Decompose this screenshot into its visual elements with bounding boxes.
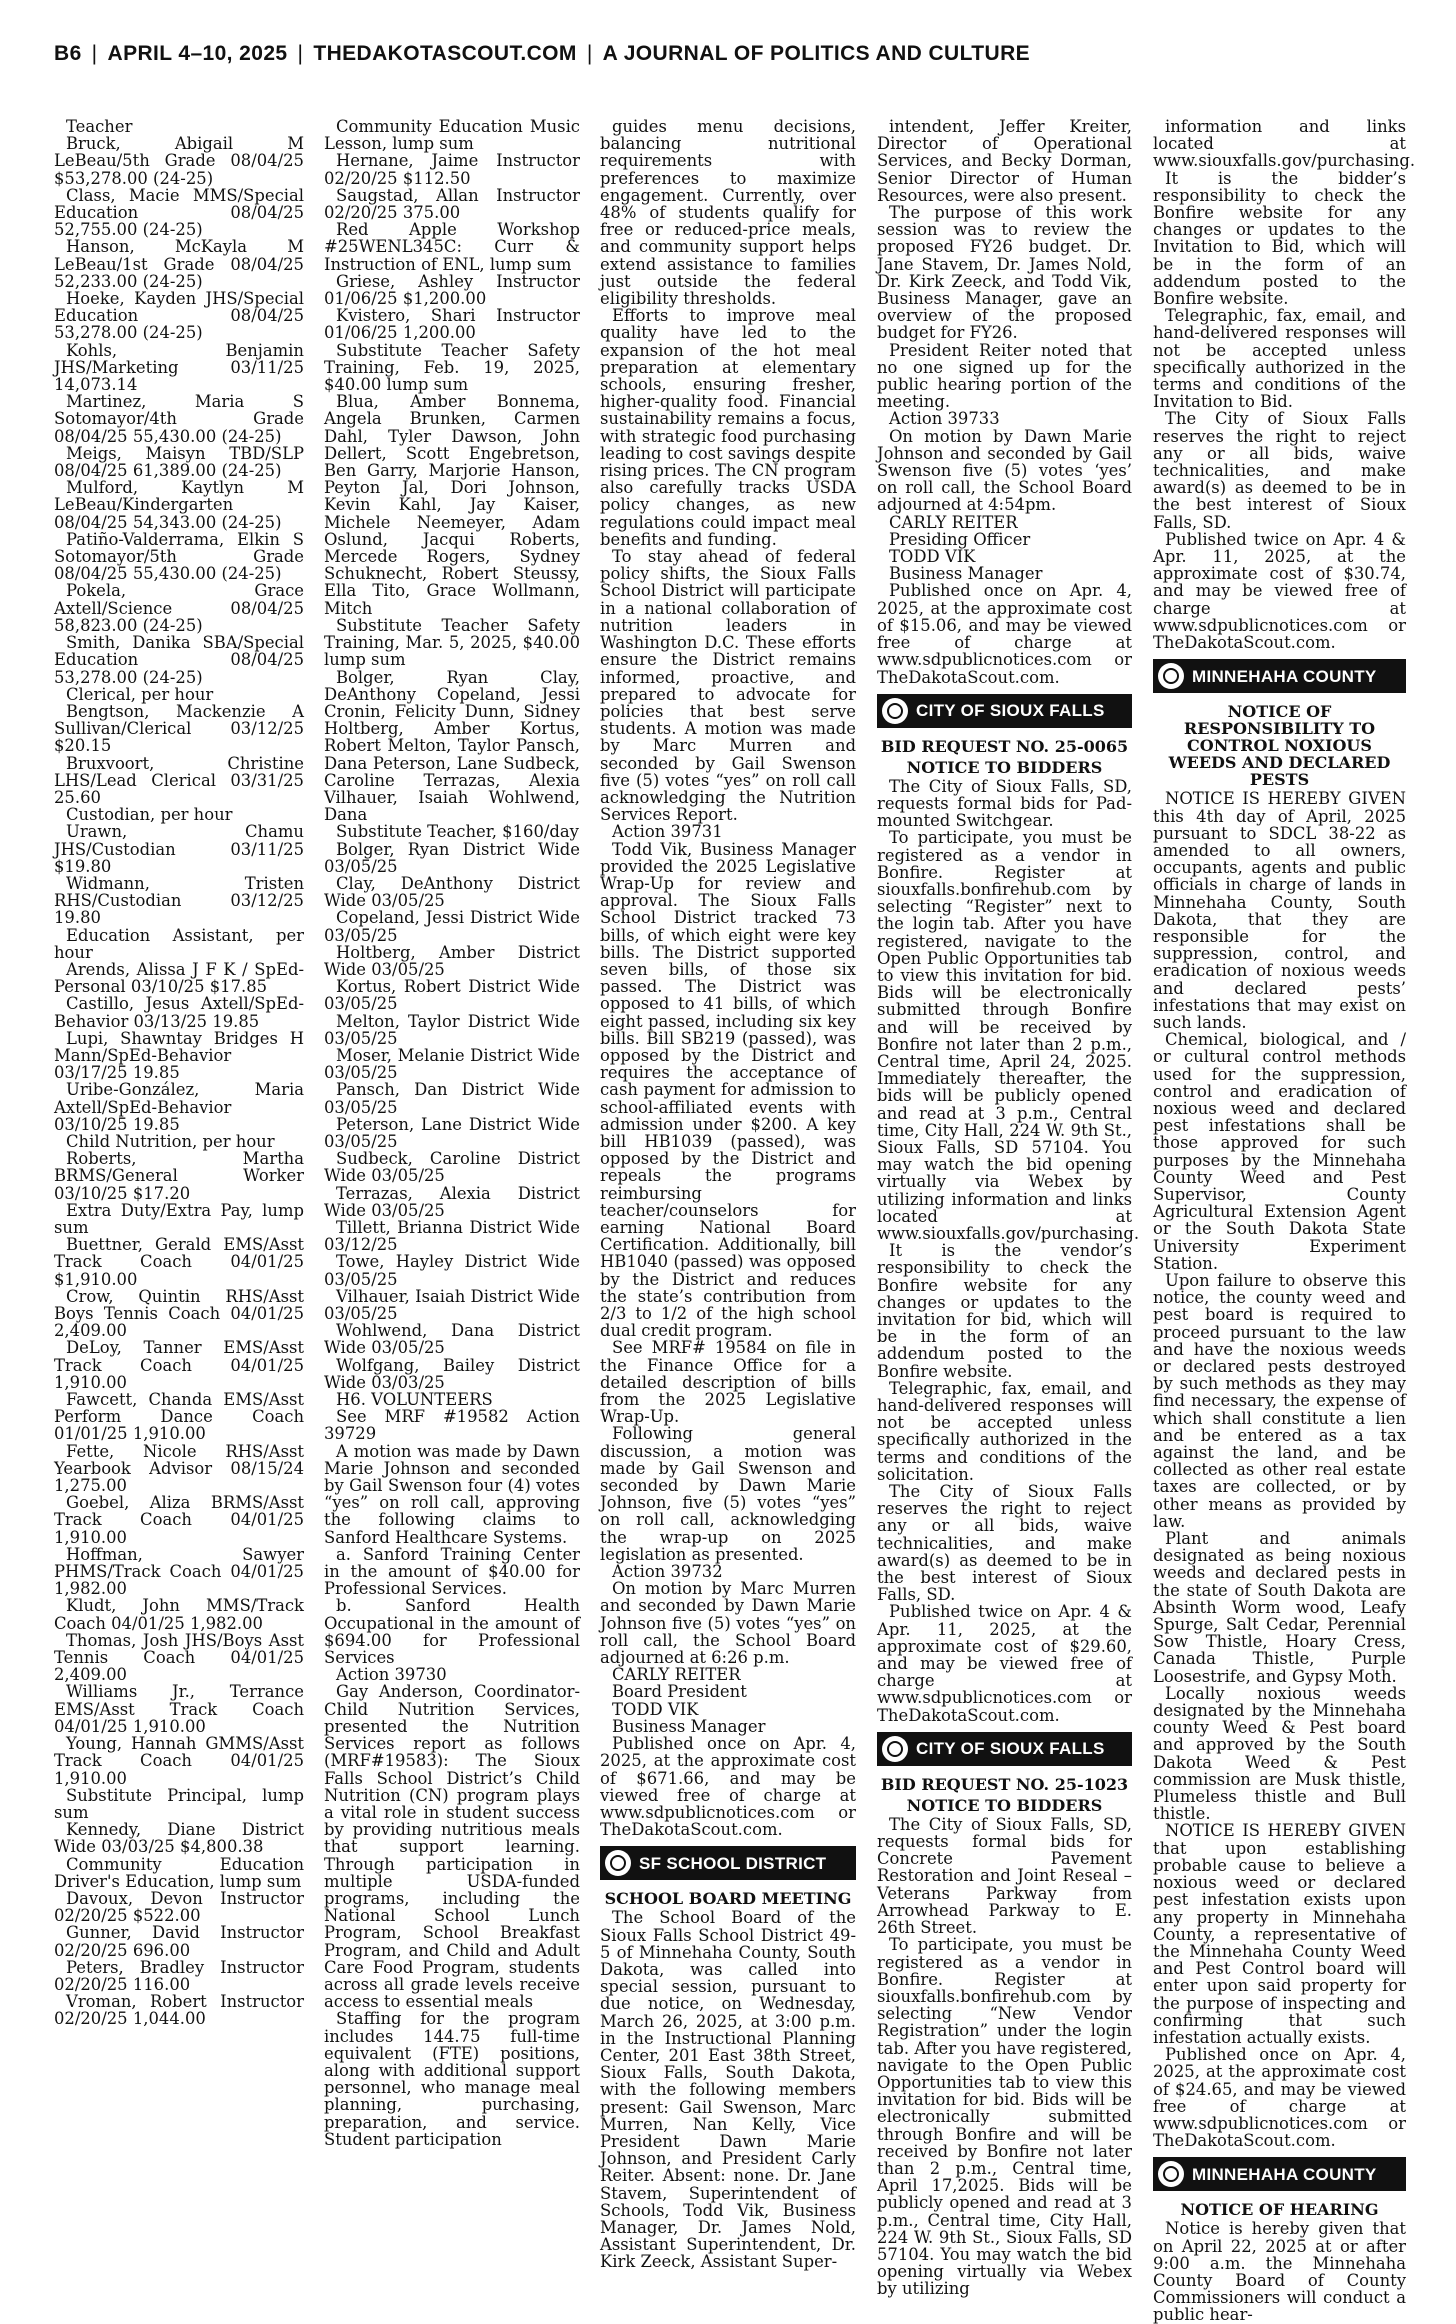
section-banner-city-of-sioux-falls xyxy=(877,1732,1132,1766)
paragraph: Hanson, McKayla M LeBeau/1st Grade 08/04/25 52,233.00 (24-25) xyxy=(54,237,304,291)
paragraph: Locally noxious weeds designated by the Minnehaha county Weed & Pest board and approved by the South Dakota Weed & Pest commission are Musk thistle, Plumeless thistle and Bull thistle. xyxy=(1153,1683,1406,1824)
paragraph: Published once on Apr. 4, 2025, at the approximate cost of $671.66, and may be viewed free of charge at www.sdpublicnotices.com or TheDakotaScout.com. xyxy=(600,1734,856,1840)
paragraph: President Reiter noted that no one signed up for the public hearing portion of the meeting. xyxy=(877,340,1132,412)
seal-icon xyxy=(882,698,908,724)
notice-heading-line: NOTICE OF RESPONSIBILITY TO CONTROL NOXIOUS WEEDS AND DECLARED PESTS xyxy=(1168,702,1391,790)
paragraph: Holtberg, Amber District Wide 03/05/25 xyxy=(324,942,580,979)
banner-label: MINNEHAHA COUNTY xyxy=(1192,666,1377,686)
paragraph: Hoffman, Sawyer PHMS/Track Coach 04/01/25 1,982.00 xyxy=(54,1544,304,1599)
notice-body xyxy=(600,1909,856,2270)
paragraph: Board President xyxy=(612,1682,747,1702)
paragraph: NOTICE IS HEREBY GIVEN that upon establishing probable cause to believe a noxious weed or declared pest infestation exists upon any property in Minnehaha County, a representative of the Minnehaha County Weed and Pest Control board will enter upon said property for the purpose of inspecting and confirming that such infestation actually exists. xyxy=(1153,1821,1406,2047)
paragraph: Wolfgang, Bailey District Wide 03/03/25 xyxy=(324,1355,580,1392)
paragraph: Lupi, Shawntay Bridges H Mann/SpEd-Behavior 03/17/25 19.85 xyxy=(54,1028,304,1083)
paragraph: Substitute Principal, lump sum xyxy=(54,1785,304,1822)
paragraph: Substitute Teacher Safety Training, Mar. 5, 2025, $40.00 lump sum xyxy=(324,615,580,670)
paragraph: Buettner, Gerald EMS/Asst Track Coach 04/01/25 $1,910.00 xyxy=(54,1235,304,1289)
column-5-body xyxy=(1153,117,1416,653)
paragraph: To stay ahead of federal policy shifts, the Sioux Falls School District will participate in a national collaboration of nutrition leaders in Washington D.C. These efforts ensure the District remains informed, proactive, and prepared to advocate for policies that best serve students. A motion was made by Marc Murren and seconded by Gail Swenson five (5) votes “yes” on roll call acknowledging the Nutrition Services Report. xyxy=(600,547,856,825)
paragraph: The City of Sioux Falls reserves the right to reject any or all bids, waive technicalities, and make award(s) as deemed to be in the best interest of Sioux Falls, SD. xyxy=(877,1482,1132,1605)
paragraph: Action 39730 xyxy=(336,1665,447,1685)
paragraph: To participate, you must be registered as a vendor in Bonfire. Register at siouxfalls.bonfirehub.com by selecting “New Vendor Registration” under the login tab. After you have registered, navigate to the Open Public Opportunities tab to view this invitation for bid. Bids will be electronically submitted through Bonfire and will be received by Bonfire not later than 2 p.m., Central time, April 17,2025. Bids will be publicly opened and read at 3 p.m., Central time, City Hall, 224 W. 9th St., Sioux Falls, SD 57104. You may watch the bid opening virtually via Webex by utilizing xyxy=(877,1935,1132,2299)
notice-body xyxy=(1153,2220,1406,2323)
paragraph: TODD VIK xyxy=(889,547,976,567)
paragraph: NOTICE IS HEREBY GIVEN this 4th day of April, 2025 pursuant to SDCL 38-22 as amended to all owners, occupants, agents and public officials in charge of lands in Minnehaha County, South Dakota, that they are responsible for the suppression, control, and eradication of noxious weeds and declared pests’ infestations that may exist on such lands. xyxy=(1153,789,1406,1032)
paragraph: On motion by Marc Murren and seconded by Dawn Marie Johnson five (5) votes “yes” on roll call, the School Board adjourned at 6:26 p.m. xyxy=(600,1579,856,1668)
paragraph: Roberts, Martha BRMS/General Worker 03/10/25 $17.20 xyxy=(54,1149,304,1203)
paragraph: Moser, Melanie District Wide 03/05/25 xyxy=(324,1045,580,1083)
paragraph: Towe, Hayley District Wide 03/05/25 xyxy=(324,1252,580,1289)
seal-icon xyxy=(605,1850,631,1876)
paragraph: guides menu decisions, balancing nutritional requirements with preferences to maximize engagement. Currently, over 48% of students qualify for free or reduced-price meals, and community support helps extend assistance to families just outside the federal eligibility thresholds. xyxy=(600,117,856,309)
notice-body xyxy=(877,1816,1132,2298)
notice-heading xyxy=(877,1776,1132,1814)
paragraph: intendent, Jeffer Kreiter, Director of Operational Services, and Becky Dorman, Senior Director of Human Resources, were also present. xyxy=(877,117,1132,205)
seal-icon xyxy=(1158,663,1184,689)
paragraph: information and links located at www.siouxfalls.gov/purchasing. xyxy=(1153,117,1416,171)
paragraph: Saugstad, Allan Instructor 02/20/25 375.00 xyxy=(324,185,580,223)
column-3 xyxy=(600,117,856,2272)
column-2 xyxy=(324,117,580,2149)
paragraph: Bruxvoort, Christine LHS/Lead Clerical 03/31/25 25.60 xyxy=(54,753,304,807)
page-header: B6 | APRIL 4–10, 2025 | THEDAKOTASCOUT.COM | A JOURNAL OF POLITICS AND CULTURE xyxy=(54,42,1031,65)
paragraph: TODD VIK xyxy=(612,1699,699,1719)
paragraph: Community Education Music Lesson, lump sum xyxy=(324,117,580,154)
paragraph: Patiño-Valderrama, Elkin S Sotomayor/5th Grade 08/04/25 55,430.00 (24-25) xyxy=(54,529,304,584)
banner-label: CITY OF SIOUX FALLS xyxy=(916,701,1105,721)
paragraph: It is the vendor’s responsibility to check the Bonfire website for any changes or updates to the invitation for bid, which will be in the form of an addendum posted to the Bonfire website. xyxy=(877,1241,1132,1381)
paragraph: Custodian, per hour xyxy=(66,805,233,825)
paragraph: Kennedy, Diane District Wide 03/03/25 $4,800.38 xyxy=(54,1820,304,1857)
banner-label: SF SCHOOL DISTRICT xyxy=(639,1853,827,1873)
paragraph: Thomas, Josh JHS/Boys Asst Tennis Coach 04/01/25 2,409.00 xyxy=(54,1630,304,1685)
paragraph: Kludt, John MMS/Track Coach 04/01/25 1,982.00 xyxy=(54,1596,304,1633)
paragraph: Gunner, David Instructor 02/20/25 696.00 xyxy=(54,1923,304,1960)
paragraph: Following general discussion, a motion was made by Gail Swenson and seconded by Dawn Marie Johnson, five (5) votes “yes” on roll call, acknowledging the wrap-up on 2025 legislation as presented. xyxy=(600,1424,856,1564)
paragraph: Wohlwend, Dana District Wide 03/05/25 xyxy=(324,1321,580,1358)
paragraph: The City of Sioux Falls, SD, requests formal bids for Pad-mounted Switchgear. xyxy=(877,776,1132,831)
paragraph: Bengtson, Mackenzie A Sullivan/Clerical 03/12/25 $20.15 xyxy=(54,701,304,756)
section-banner-minnehaha-county xyxy=(1153,2157,1406,2191)
paragraph: Extra Duty/Extra Pay, lump sum xyxy=(54,1200,304,1237)
paragraph: The City of Sioux Falls, SD, requests formal bids for Concrete Pavement Restoration and Joint Reseal – Veterans Parkway from Arrowhead Parkway to E. 26th Street. xyxy=(877,1814,1132,1938)
paragraph: Young, Hannah GMMS/Asst Track Coach 04/01/25 1,910.00 xyxy=(54,1734,304,1788)
paragraph: On motion by Dawn Marie Johnson and seconded by Gail Swenson five (5) votes ‘yes’ on roll call, the School Board adjourned at 4:54pm. xyxy=(877,426,1132,515)
notice-body xyxy=(1153,790,1406,2149)
paragraph: b. Sanford Health Occupational in the amount of $694.00 for Professional Services xyxy=(324,1596,580,1668)
paragraph: Plant and animals designated as being noxious weeds and declared pests in the state of South Dakota are Absinth Worm wood, Leafy Spurge, Salt Cedar, Perennial Sow Thistle, Hoary Cress, Canada Thistle, Purple Loosestrife, and Gypsy Moth. xyxy=(1153,1529,1406,1686)
paragraph: Vilhauer, Isaiah District Wide 03/05/25 xyxy=(324,1286,580,1324)
paragraph: Teacher xyxy=(66,117,133,136)
section-banner-city-of-sioux-falls xyxy=(877,694,1132,728)
column-4-body xyxy=(877,118,1132,686)
notice-body xyxy=(877,776,1140,1725)
paragraph: To participate, you must be registered as a vendor in Bonfire. Register at siouxfalls.bonfirehub.com by selecting “Register” next to the login tab. After you have registered, navigate to the Open Public Opportunities tab to view this invitation for bid. Bids will be electronically submitted through Bonfire and will be received by Bonfire not later than 2 p.m., Central time, April 24, 2025. Immediately thereafter, the bids will be publicly opened and read at 3 p.m., Central time, City Hall, 224 W. 9th St., Sioux Falls, SD 57104. You may watch the bid opening virtually via Webex by utilizing information and links located at www.siouxfalls.gov/purchasing. xyxy=(877,828,1140,1243)
paragraph: Peterson, Lane District Wide 03/05/25 xyxy=(324,1114,580,1151)
paragraph: Vroman, Robert Instructor 02/20/25 1,044.00 xyxy=(54,1992,304,2029)
paragraph: Tillett, Brianna District Wide 03/12/25 xyxy=(324,1218,580,1255)
paragraph: It is the bidder’s responsibility to check the Bonfire website for any changes or updates to the Invitation to Bid, which will be in the form of an addendum posted to the Bonfire website. xyxy=(1153,168,1406,309)
notice-heading-line: NOTICE TO BIDDERS xyxy=(906,757,1103,777)
site-name: THEDAKOTASCOUT.COM xyxy=(313,42,577,65)
section-banner-sf-school-district xyxy=(600,1846,856,1880)
paragraph: Action 39733 xyxy=(889,409,1000,429)
banner-label: MINNEHAHA COUNTY xyxy=(1192,2164,1377,2184)
seal-icon xyxy=(1158,2161,1184,2187)
paragraph: Business Manager xyxy=(889,564,1043,584)
paragraph: CARLY REITER xyxy=(612,1665,741,1685)
paragraph: Uribe-González, Maria Axtell/SpEd-Behavior 03/10/25 19.85 xyxy=(54,1080,304,1134)
column-4 xyxy=(877,117,1140,2299)
notice-heading-line: NOTICE OF HEARING xyxy=(1180,2200,1379,2220)
paragraph: Pokela, Grace Axtell/Science 08/04/25 58,823.00 (24-25) xyxy=(54,581,304,635)
paragraph: Staffing for the program includes 144.75 full-time equivalent (FTE) positions, along with additional support personnel, who manage meal planning, purchasing, preparation, and service. Student participation xyxy=(324,2009,580,2149)
paragraph: Business Manager xyxy=(612,1716,766,1736)
paragraph: Hernane, Jaime Instructor 02/20/25 $112.50 xyxy=(324,151,580,188)
paragraph: Action 39732 xyxy=(612,1562,723,1582)
column-5 xyxy=(1153,117,1416,2324)
paragraph: Blua, Amber Bonnema, Angela Brunken, Carmen Dahl, Tyler Dawson, John Dellert, Scott Engebretson, Ben Garry, Marjorie Hanson, Peyton Jal, Dori Johnson, Kevin Kahl, Jay Kaiser, Michele Neemeyer, Adam Oslund, Jacqui Roberts, Mercede Rogers, Sydney Schuknecht, Robert Steussy, Ella Tito, Grace Wollmann, Mitch xyxy=(324,392,580,618)
paragraph: See MRF# 19584 on file in the Finance Office for a detailed description of bills from the 2025 Legislative Wrap-Up. xyxy=(600,1338,856,1427)
paragraph: The School Board of the Sioux Falls School District 49-5 of Minnehaha County, South Dakota, was called into special session, pursuant to due notice, on Wednesday, March 26, 2025, at 3:00 p.m. in the Instructional Planning Center, 201 East 38th Street, Sioux Falls, South Dakota, with the following members present: Gail Swenson, Marc Murren, Nan Kelly, Vice President Dawn Marie Johnson, and President Carly Reiter. Absent: none. Dr. Jane Stavem, Superintendent of Schools, Todd Vik, Business Manager, Dr. James Nold, Assistant Superintendent, Dr. Kirk Zeeck, Assistant Super- xyxy=(600,1908,856,2272)
paragraph: Substitute Teacher, $160/day xyxy=(336,822,579,842)
paragraph: Bruck, Abigail M LeBeau/5th Grade 08/04/25 $53,278.00 (24-25) xyxy=(54,134,304,188)
paragraph: Martinez, Maria S Sotomayor/4th Grade 08/04/25 55,430.00 (24-25) xyxy=(54,392,304,446)
paragraph: Crow, Quintin RHS/Asst Boys Tennis Coach 04/01/25 2,409.00 xyxy=(54,1286,304,1341)
seal-icon xyxy=(882,1736,908,1762)
paragraph: Class, Macie MMS/Special Education 08/04/25 52,755.00 (24-25) xyxy=(54,185,304,240)
paragraph: Kohls, Benjamin JHS/Marketing 03/11/25 14,073.14 xyxy=(54,340,304,395)
page-number: B6 xyxy=(54,42,82,65)
section-banner-minnehaha-county xyxy=(1153,659,1406,693)
paragraph: Notice is hereby given that on April 22, 2025 at or after 9:00 a.m. the Minnehaha County Board of County Commissioners will conduct a public hear- xyxy=(1153,2219,1406,2324)
notice-heading-line: NOTICE TO BIDDERS xyxy=(906,1795,1103,1815)
notice-heading xyxy=(1153,703,1406,788)
notice-heading-line: BID REQUEST NO. 25-0065 xyxy=(880,736,1129,756)
paragraph: Griese, Ashley Instructor 01/06/25 $1,200.00 xyxy=(324,271,580,309)
notice-heading: SCHOOL BOARD MEETING xyxy=(604,1889,852,1909)
paragraph: Chemical, biological, and / or cultural control methods used for the suppression, control and eradication of noxious weed and declared pest infestations shall be those approved for such purposes by the Minnehaha County Weed and Pest Supervisor, County Agricultural Extension Agent or the South Dakota State University Experiment Station. xyxy=(1153,1030,1406,1273)
paragraph: See MRF #19582 Action 39729 xyxy=(324,1407,580,1444)
paragraph: Published once on Apr. 4, 2025, at the approximate cost of $24.65, and may be viewed free of charge at www.sdpublicnotices.com or TheDakotaScout.com. xyxy=(1153,2045,1406,2151)
paragraph: Published once on Apr. 4, 2025, at the approximate cost of $15.06, and may be viewed free of charge at www.sdpublicnotices.com or TheDakotaScout.com. xyxy=(877,581,1132,687)
paragraph: Goebel, Aliza BRMS/Asst Track Coach 04/01/25 1,910.00 xyxy=(54,1493,304,1547)
paragraph: Child Nutrition, per hour xyxy=(66,1131,275,1151)
paragraph: Fawcett, Chanda EMS/Asst Perform Dance Coach 01/01/25 1,910.00 xyxy=(54,1390,304,1444)
paragraph: Telegraphic, fax, email, and hand-delivered responses will not be accepted unless specifically authorized in the terms and conditions of the Invitation to Bid. xyxy=(1153,306,1406,412)
notice-heading-line: BID REQUEST NO. 25-1023 xyxy=(880,1774,1129,1794)
paragraph: Community Education Driver's Education, lump sum xyxy=(54,1854,304,1891)
tagline: A JOURNAL OF POLITICS AND CULTURE xyxy=(602,42,1031,65)
paragraph: Copeland, Jessi District Wide 03/05/25 xyxy=(324,908,580,945)
paragraph: Kvistero, Shari Instructor 01/06/25 1,200.00 xyxy=(324,306,580,343)
paragraph: Clay, DeAnthony District Wide 03/05/25 xyxy=(324,873,580,911)
paragraph: Todd Vik, Business Manager provided the 2025 Legislative Wrap-Up for review and approval. The Sioux Falls School District tracked 73 bills, of which eight were key bills. The District supported seven bills, of those six passed. The District was opposed to 41 bills, of which eight passed, including six key bills. Bill SB219 (passed), was opposed by the District and requires the acceptance of cash payment for admission to school-affiliated events with admission under $200. A key bill HB1039 (passed), was opposed by the District and repeals the programs reimbursing teacher/counselors for earning National Board Certification. Additionally, bill HB1040 (passed) was opposed by the District and reduces the state’s contribution from 2/3 to 1/2 of the high school dual credit program. xyxy=(600,839,856,1341)
paragraph: Castillo, Jesus Axtell/SpEd-Behavior 03/13/25 19.85 xyxy=(54,994,304,1031)
paragraph: Published twice on Apr. 4 & Apr. 11, 2025, at the approximate cost of $30.74, and may be viewed free of charge at www.sdpublicnotices.com or TheDakotaScout.com. xyxy=(1153,529,1406,653)
paragraph: Smith, Danika SBA/Special Education 08/04/25 53,278.00 (24-25) xyxy=(54,633,304,687)
paragraph: Terrazas, Alexia District Wide 03/05/25 xyxy=(324,1183,580,1220)
paragraph: Hoeke, Kayden JHS/Special Education 08/04/25 53,278.00 (24-25) xyxy=(54,289,304,343)
paragraph: Clerical, per hour xyxy=(66,684,214,704)
paragraph: DeLoy, Tanner EMS/Asst Track Coach 04/01/25 1,910.00 xyxy=(54,1338,304,1392)
paragraph: Upon failure to observe this notice, the county weed and pest board is required to proceed pursuant to the law and have the noxious weeds or declared pests destroyed by such methods as they may find necessary, the expense of which shall constitute a lien and be entered as a tax against the land, and be collected as other real estate taxes are collected, or by other means as provided by law. xyxy=(1153,1270,1406,1531)
paragraph: Efforts to improve meal quality have led to the expansion of the hot meal preparation at elementary schools, ensuring fresher, higher-quality food. Financial sustainability remains a focus, with strategic food purchasing leading to cost savings despite rising prices. The CN program also carefully tracks USDA policy changes, as new regulations could impact meal benefits and funding. xyxy=(600,306,856,549)
paragraph: Presiding Officer xyxy=(889,529,1031,549)
paragraph: Action 39731 xyxy=(612,822,723,842)
paragraph: Meigs, Maisyn TBD/SLP 08/04/25 61,389.00 (24-25) xyxy=(54,443,304,481)
paragraph: The purpose of this work session was to review the proposed FY26 budget. Dr. Jane Stavem, Dr. James Nold, Dr. Kirk Zeeck, and Todd Vik, Business Manager, gave an overview of the proposed budget for FY26. xyxy=(877,203,1132,343)
paragraph: Bolger, Ryan Clay, DeAnthony Copeland, Jessi Cronin, Felicity Dunn, Sidney Holtberg, Amber Kortus, Robert Melton, Taylor Pansch, Dana Peterson, Lane Sudbeck, Caroline Terrazas, Alexia Vilhauer, Isaiah Wohlwend, Dana xyxy=(324,667,580,825)
paragraph: Telegraphic, fax, email, and hand-delivered responses will not be accepted unless specifically authorized in the terms and conditions of the solicitation. xyxy=(877,1378,1132,1484)
paragraph: A motion was made by Dawn Marie Johnson and seconded by Gail Swenson four (4) votes “yes” on roll call, approving the following claims to Sanford Healthcare Systems. xyxy=(324,1441,580,1547)
column-3-body xyxy=(600,118,856,1838)
paragraph: H6. VOLUNTEERS xyxy=(336,1390,493,1410)
paragraph: Mulford, Kaytlyn M LeBeau/Kindergarten 08/04/25 54,343.00 (24-25) xyxy=(54,478,304,532)
notice-heading xyxy=(877,738,1132,776)
paragraph: Sudbeck, Caroline District Wide 03/05/25 xyxy=(324,1149,580,1186)
issue-date: APRIL 4–10, 2025 xyxy=(107,42,288,65)
paragraph: Gay Anderson, Coordinator-Child Nutrition Services, presented the Nutrition Services report as follows (MRF#19583): The Sioux Falls School District’s Child Nutrition (CN) program plays a vital role in student success by providing nutritious meals that support learning. Through participation in multiple USDA-funded programs, including the National School Lunch Program, School Breakfast Program, and Child and Adult Care Food Program, students across all grade levels receive access to essential meals xyxy=(324,1682,580,2012)
column-1 xyxy=(54,118,304,2138)
paragraph: Peters, Bradley Instructor 02/20/25 116.00 xyxy=(54,1957,304,1994)
paragraph: Red Apple Workshop #25WENL345C: Curr & Instruction of ENL, lump sum xyxy=(324,220,580,274)
notice-heading xyxy=(1153,2201,1406,2218)
paragraph: CARLY REITER xyxy=(889,512,1018,532)
paragraph: Education Assistant, per hour xyxy=(54,925,304,962)
banner-label: CITY OF SIOUX FALLS xyxy=(916,1739,1105,1759)
paragraph: Kortus, Robert District Wide 03/05/25 xyxy=(324,977,580,1014)
paragraph: Published twice on Apr. 4 & Apr. 11, 2025, at the approximate cost of $29.60, and may be viewed free of charge at www.sdpublicnotices.com or TheDakotaScout.com. xyxy=(877,1602,1132,1725)
paragraph: Bolger, Ryan District Wide 03/05/25 xyxy=(324,839,580,876)
paragraph: Melton, Taylor District Wide 03/05/25 xyxy=(324,1011,580,1048)
paragraph: Widmann, Tristen RHS/Custodian 03/12/25 19.80 xyxy=(54,873,304,928)
paragraph: Substitute Teacher Safety Training, Feb. 19, 2025, $40.00 lump sum xyxy=(324,340,580,395)
paragraph: Pansch, Dan District Wide 03/05/25 xyxy=(324,1080,580,1117)
paragraph: Williams Jr., Terrance EMS/Asst Track Coach 04/01/25 1,910.00 xyxy=(54,1682,304,1736)
paragraph: a. Sanford Training Center in the amount of $40.00 for Professional Services. xyxy=(324,1544,580,1599)
paragraph: Urawn, Chamu JHS/Custodian 03/11/25 $19.80 xyxy=(54,822,304,876)
paragraph: Fette, Nicole RHS/Asst Yearbook Advisor 08/15/24 1,275.00 xyxy=(54,1441,304,1496)
paragraph: Davoux, Devon Instructor 02/20/25 $522.00 xyxy=(54,1888,304,1926)
paragraph: The City of Sioux Falls reserves the right to reject any or all bids, waive technicalities, and make award(s) as deemed to be in the best interest of Sioux Falls, SD. xyxy=(1153,409,1406,532)
paragraph: Arends, Alissa J F K / SpEd-Personal 03/10/25 $17.85 xyxy=(54,959,304,997)
